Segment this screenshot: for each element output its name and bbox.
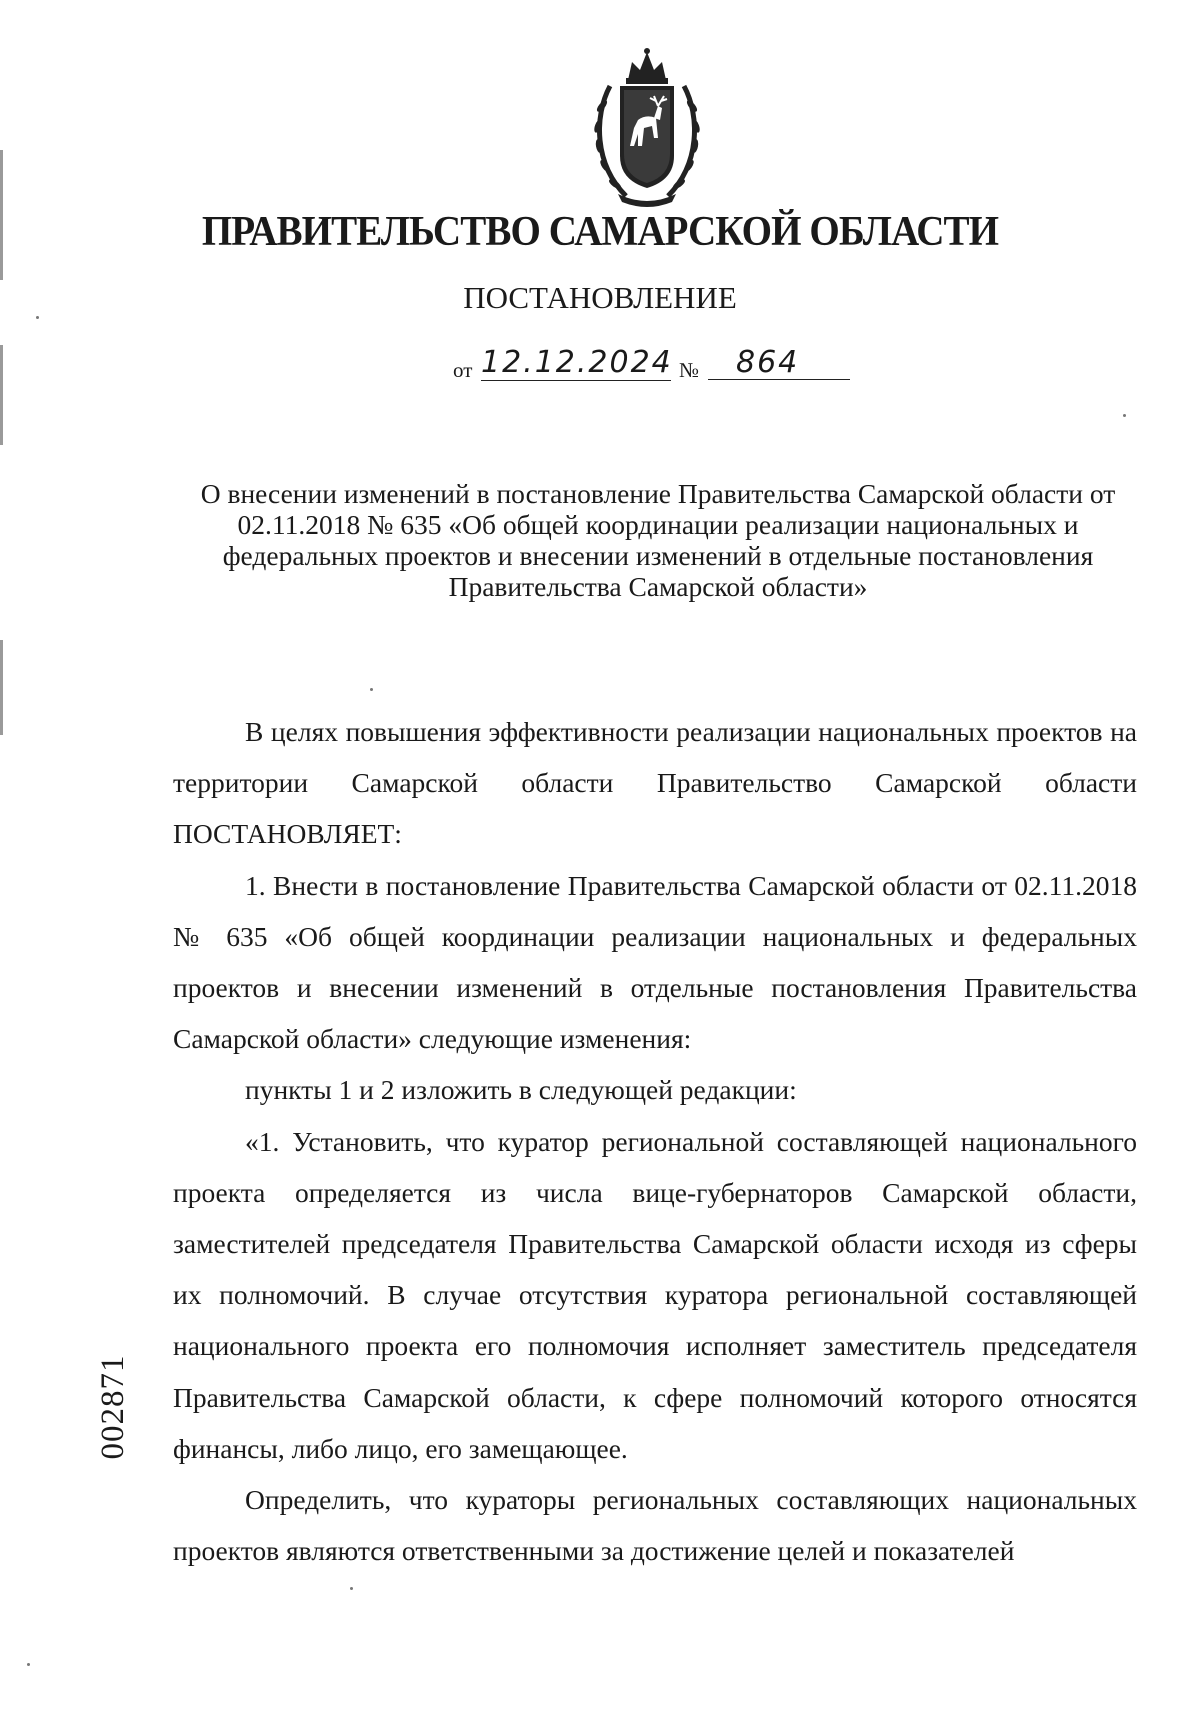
scan-speck — [350, 1587, 353, 1590]
date-prefix: от — [453, 358, 473, 382]
scan-edge-mark — [0, 640, 3, 735]
scan-speck — [1123, 414, 1126, 417]
date-number-line — [453, 345, 853, 388]
scan-speck — [36, 316, 39, 319]
scan-speck — [370, 688, 373, 691]
preamble-paragraph: В целях повышения эффективности реализации национальных проектов на территории Самарской области Правительство Самарской области ПОСТАНОВЛЯЕТ: — [173, 716, 1137, 850]
government-title: ПРАВИТЕЛЬСТВО САМАРСКОЙ ОБЛАСТИ — [201, 209, 999, 255]
item-1-paragraph: 1. Внести в постановление Правительства Самарской области от 02.11.2018 № 635 «Об общей координации реализации национальных и федеральных проектов и внесении изменений в отдельные постановления Правительства Самарской области» следующие изменения: — [173, 869, 1137, 1055]
scan-edge-mark — [0, 150, 3, 280]
item-1-intro-paragraph: пункты 1 и 2 изложить в следующей редакции: — [245, 1074, 797, 1106]
document-subject: О внесении изменений в постановление Правительства Самарской области от 02.11.2018 № 635 «Об общей координации реализации национальных и федеральных проектов и внесении изменений в отдельные постановления Правительства Самарской области» — [200, 478, 1116, 602]
handwritten-number: 864 — [708, 346, 850, 380]
document-body — [173, 706, 1137, 1576]
handwritten-date: 12.12.2024 — [481, 345, 673, 380]
quoted-paragraph-1: «1. Установить, что куратор региональной составляющей национального проекта определяется из числа вице-губернаторов Самарской области, заместителей председателя Правительства Самарской области исходя из сферы их полномочий. В случае отсутствия куратора региональной составляющей национального проекта его полномочия исполняет заместитель председателя Правительства Самарской области, к сфере полномочий которого относятся финансы, либо лицо, его замещающее. — [173, 1125, 1137, 1464]
document-type-heading: ПОСТАНОВЛЕНИЕ — [463, 280, 737, 315]
samara-region-coat-of-arms-icon — [588, 46, 706, 208]
number-sign: № — [679, 358, 700, 382]
scan-edge-mark — [0, 345, 3, 445]
sheet-serial-number: 002871 — [95, 1354, 131, 1460]
scan-speck — [27, 1663, 30, 1666]
quoted-paragraph-2: Определить, что кураторы региональных составляющих национальных проектов являются ответственными за достижение целей и показателей — [173, 1484, 1137, 1567]
